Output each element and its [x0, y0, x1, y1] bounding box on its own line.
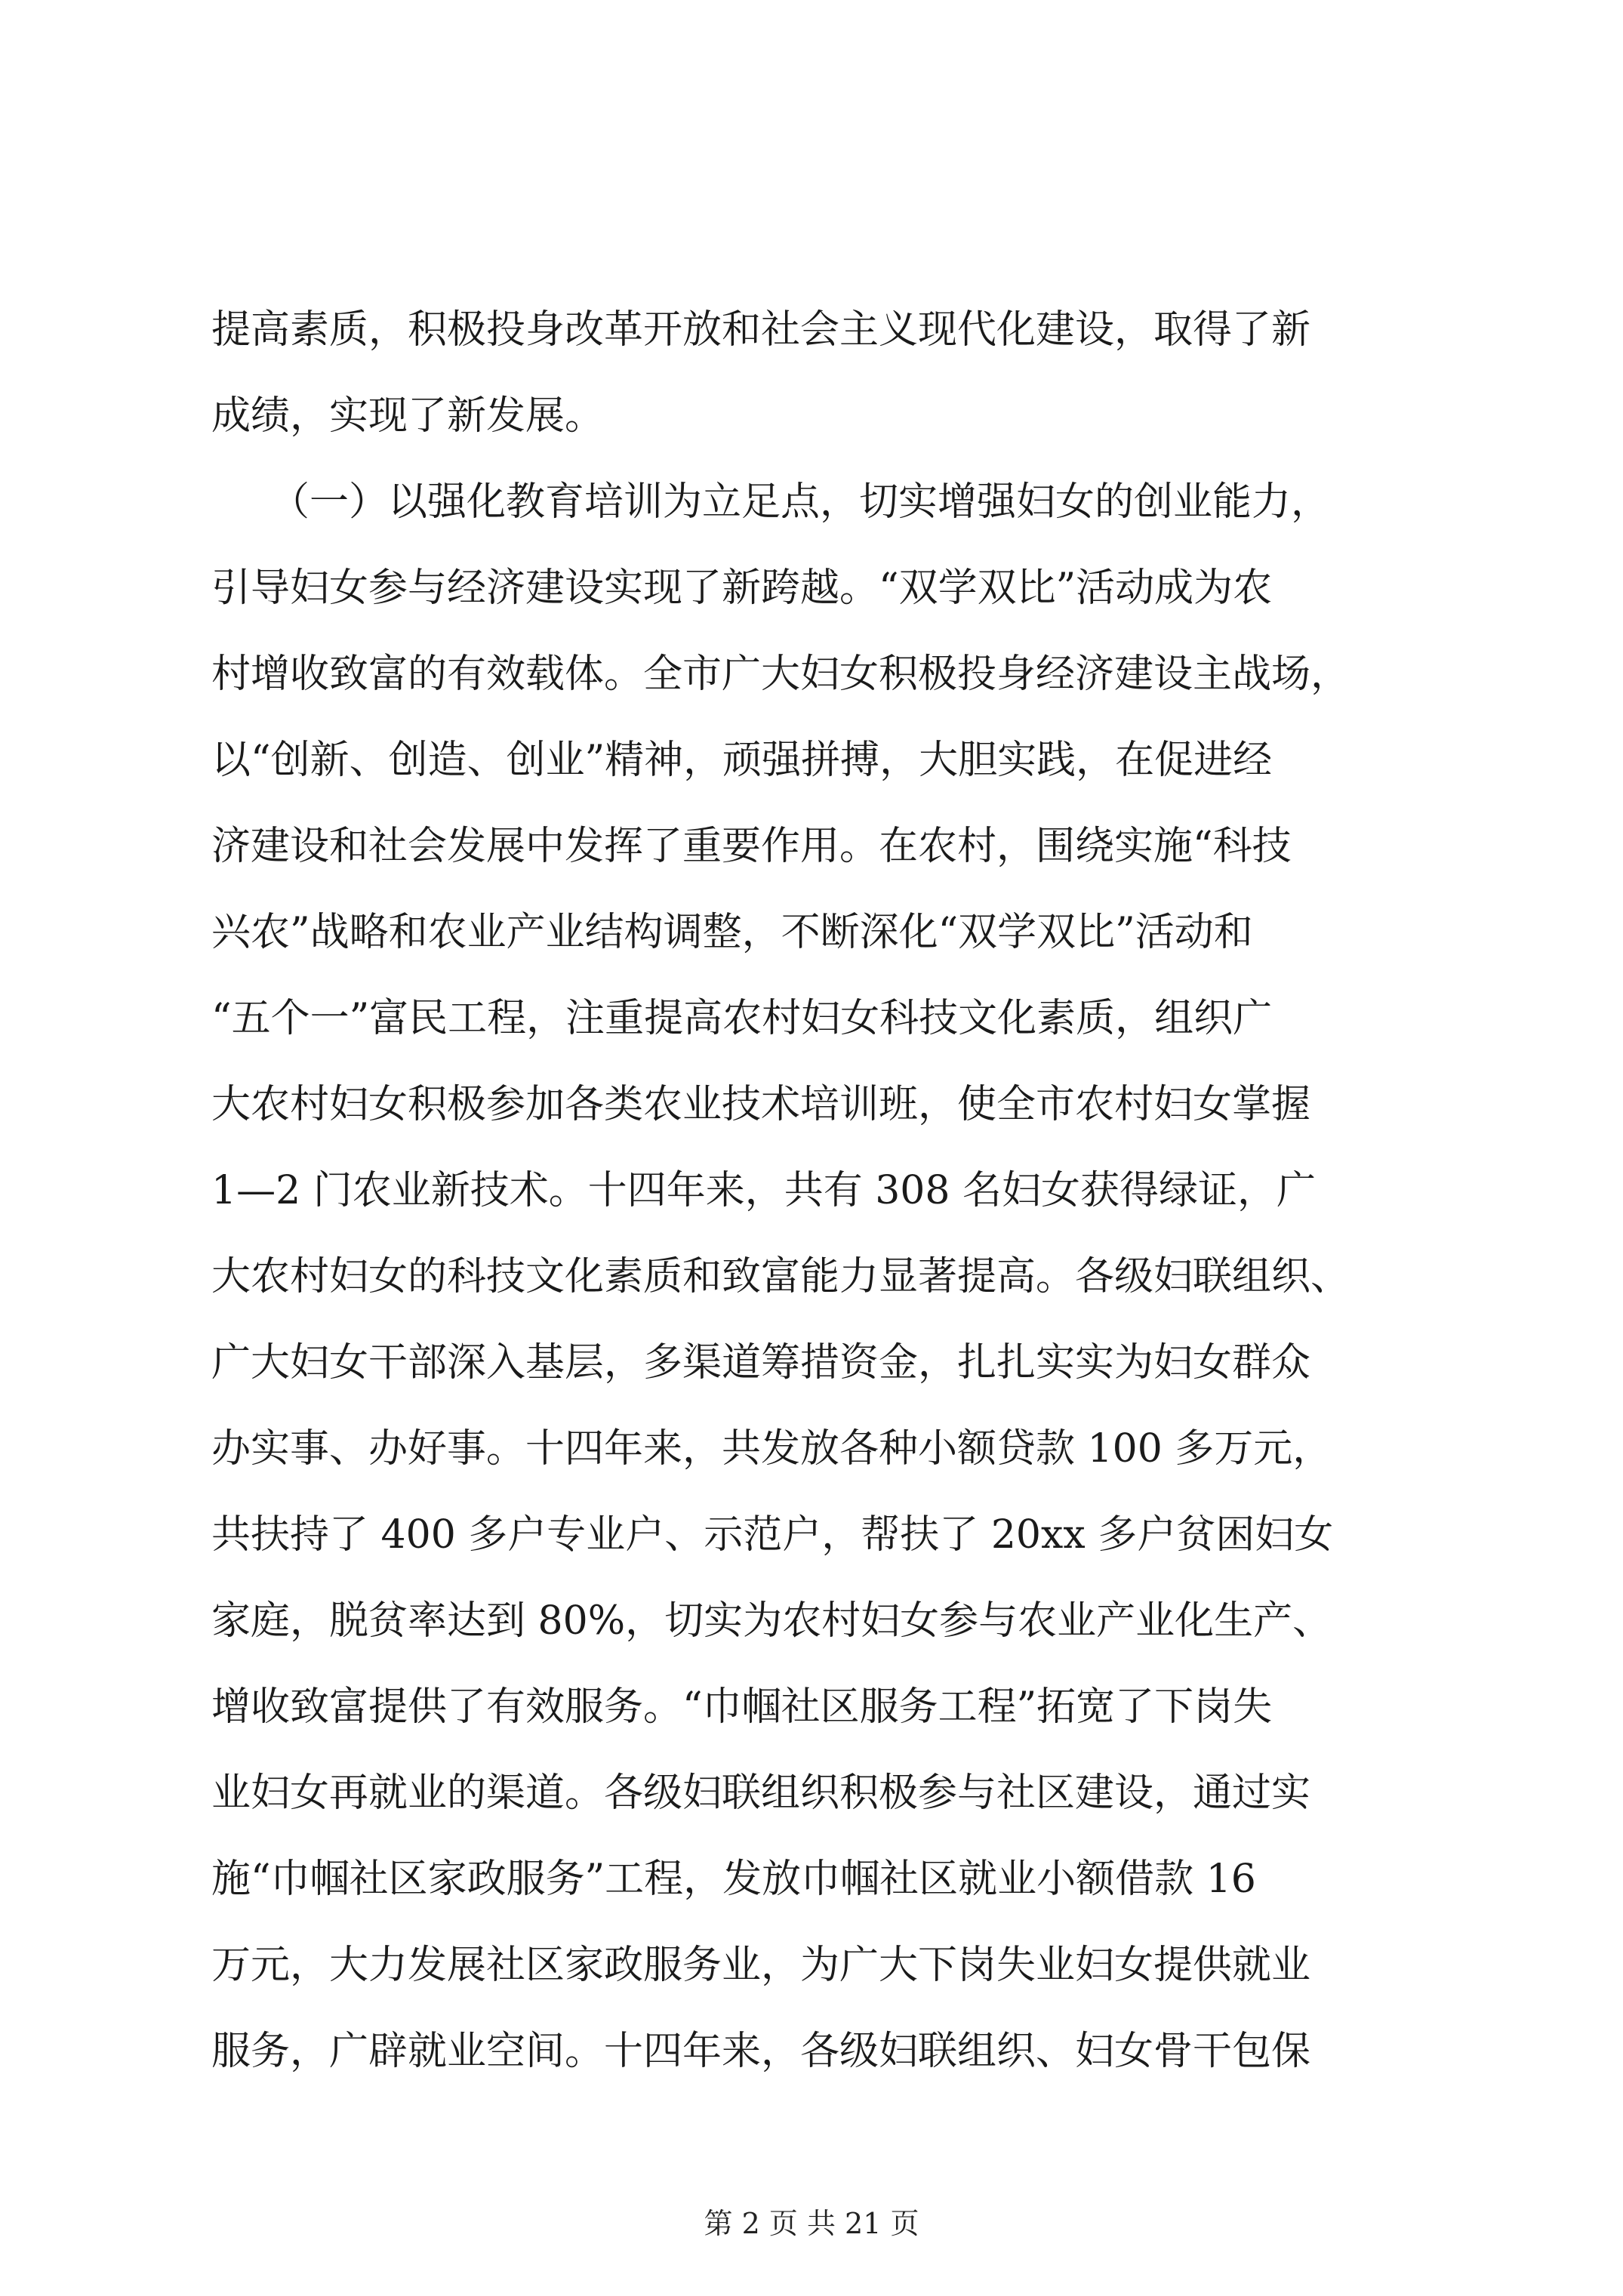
- text-line: 万元，大力发展社区家政服务业，为广大下岗失业妇女提供就业: [211, 1943, 1311, 1988]
- text-line: 家庭，脱贫率达到 80%，切实为农村妇女参与农业产业化生产、: [211, 1598, 1332, 1644]
- text-line: 施“巾帼社区家政服务”工程，发放巾帼社区就业小额借款 16: [211, 1857, 1256, 1902]
- text-line: 成绩，实现了新发展。: [211, 393, 605, 439]
- text-line: 共扶持了 400 多户专业户、示范户，帮扶了 20xx 多户贫困妇女: [211, 1512, 1334, 1558]
- text-line: 广大妇女干部深入基层，多渠道筹措资金，扎扎实实为妇女群众: [211, 1340, 1311, 1385]
- text-line: 服务，广辟就业空间。十四年来，各级妇联组织、妇女骨干包保: [211, 2029, 1311, 2074]
- text-line: 增收致富提供了有效服务。“巾帼社区服务工程”拓宽了下岗失: [211, 1684, 1273, 1730]
- text-line: “五个一”富民工程，注重提高农村妇女科技文化素质，组织广: [211, 996, 1273, 1041]
- text-line: 办实事、办好事。十四年来，共发放各种小额贷款 100 多万元，: [211, 1426, 1332, 1472]
- text-line: 业妇女再就业的渠道。各级妇联组织积极参与社区建设，通过实: [211, 1771, 1311, 1816]
- page-number-footer: 第 2 页 共 21 页: [704, 2207, 919, 2240]
- text-line: 1—2 门农业新技术。十四年来，共有 308 名妇女获得绿证，广: [211, 1168, 1317, 1213]
- text-line: 提高素质，积极投身改革开放和社会主义现代化建设，取得了新: [211, 307, 1311, 353]
- text-line: 济建设和社会发展中发挥了重要作用。在农村，围绕实施“科技: [211, 824, 1292, 869]
- text-line: 以“创新、创造、创业”精神，顽强拼搏，大胆实践，在促进经: [211, 738, 1273, 783]
- body-text: [211, 287, 1423, 2094]
- text-line: 大农村妇女积极参加各类农业技术培训班，使全市农村妇女掌握: [211, 1082, 1311, 1127]
- text-line: 兴农”战略和农业产业结构调整，不断深化“双学双比”活动和: [211, 910, 1253, 955]
- text-line: 大农村妇女的科技文化素质和致富能力显著提高。各级妇联组织、: [211, 1254, 1350, 1299]
- text-line: 村增收致富的有效载体。全市广大妇女积极投身经济建设主战场，: [211, 652, 1350, 697]
- text-line: 引导妇女参与经济建设实现了新跨越。“双学双比”活动成为农: [211, 566, 1273, 611]
- paragraph-start-line: （一）以强化教育培训为立足点，切实增强妇女的创业能力，: [211, 479, 1331, 525]
